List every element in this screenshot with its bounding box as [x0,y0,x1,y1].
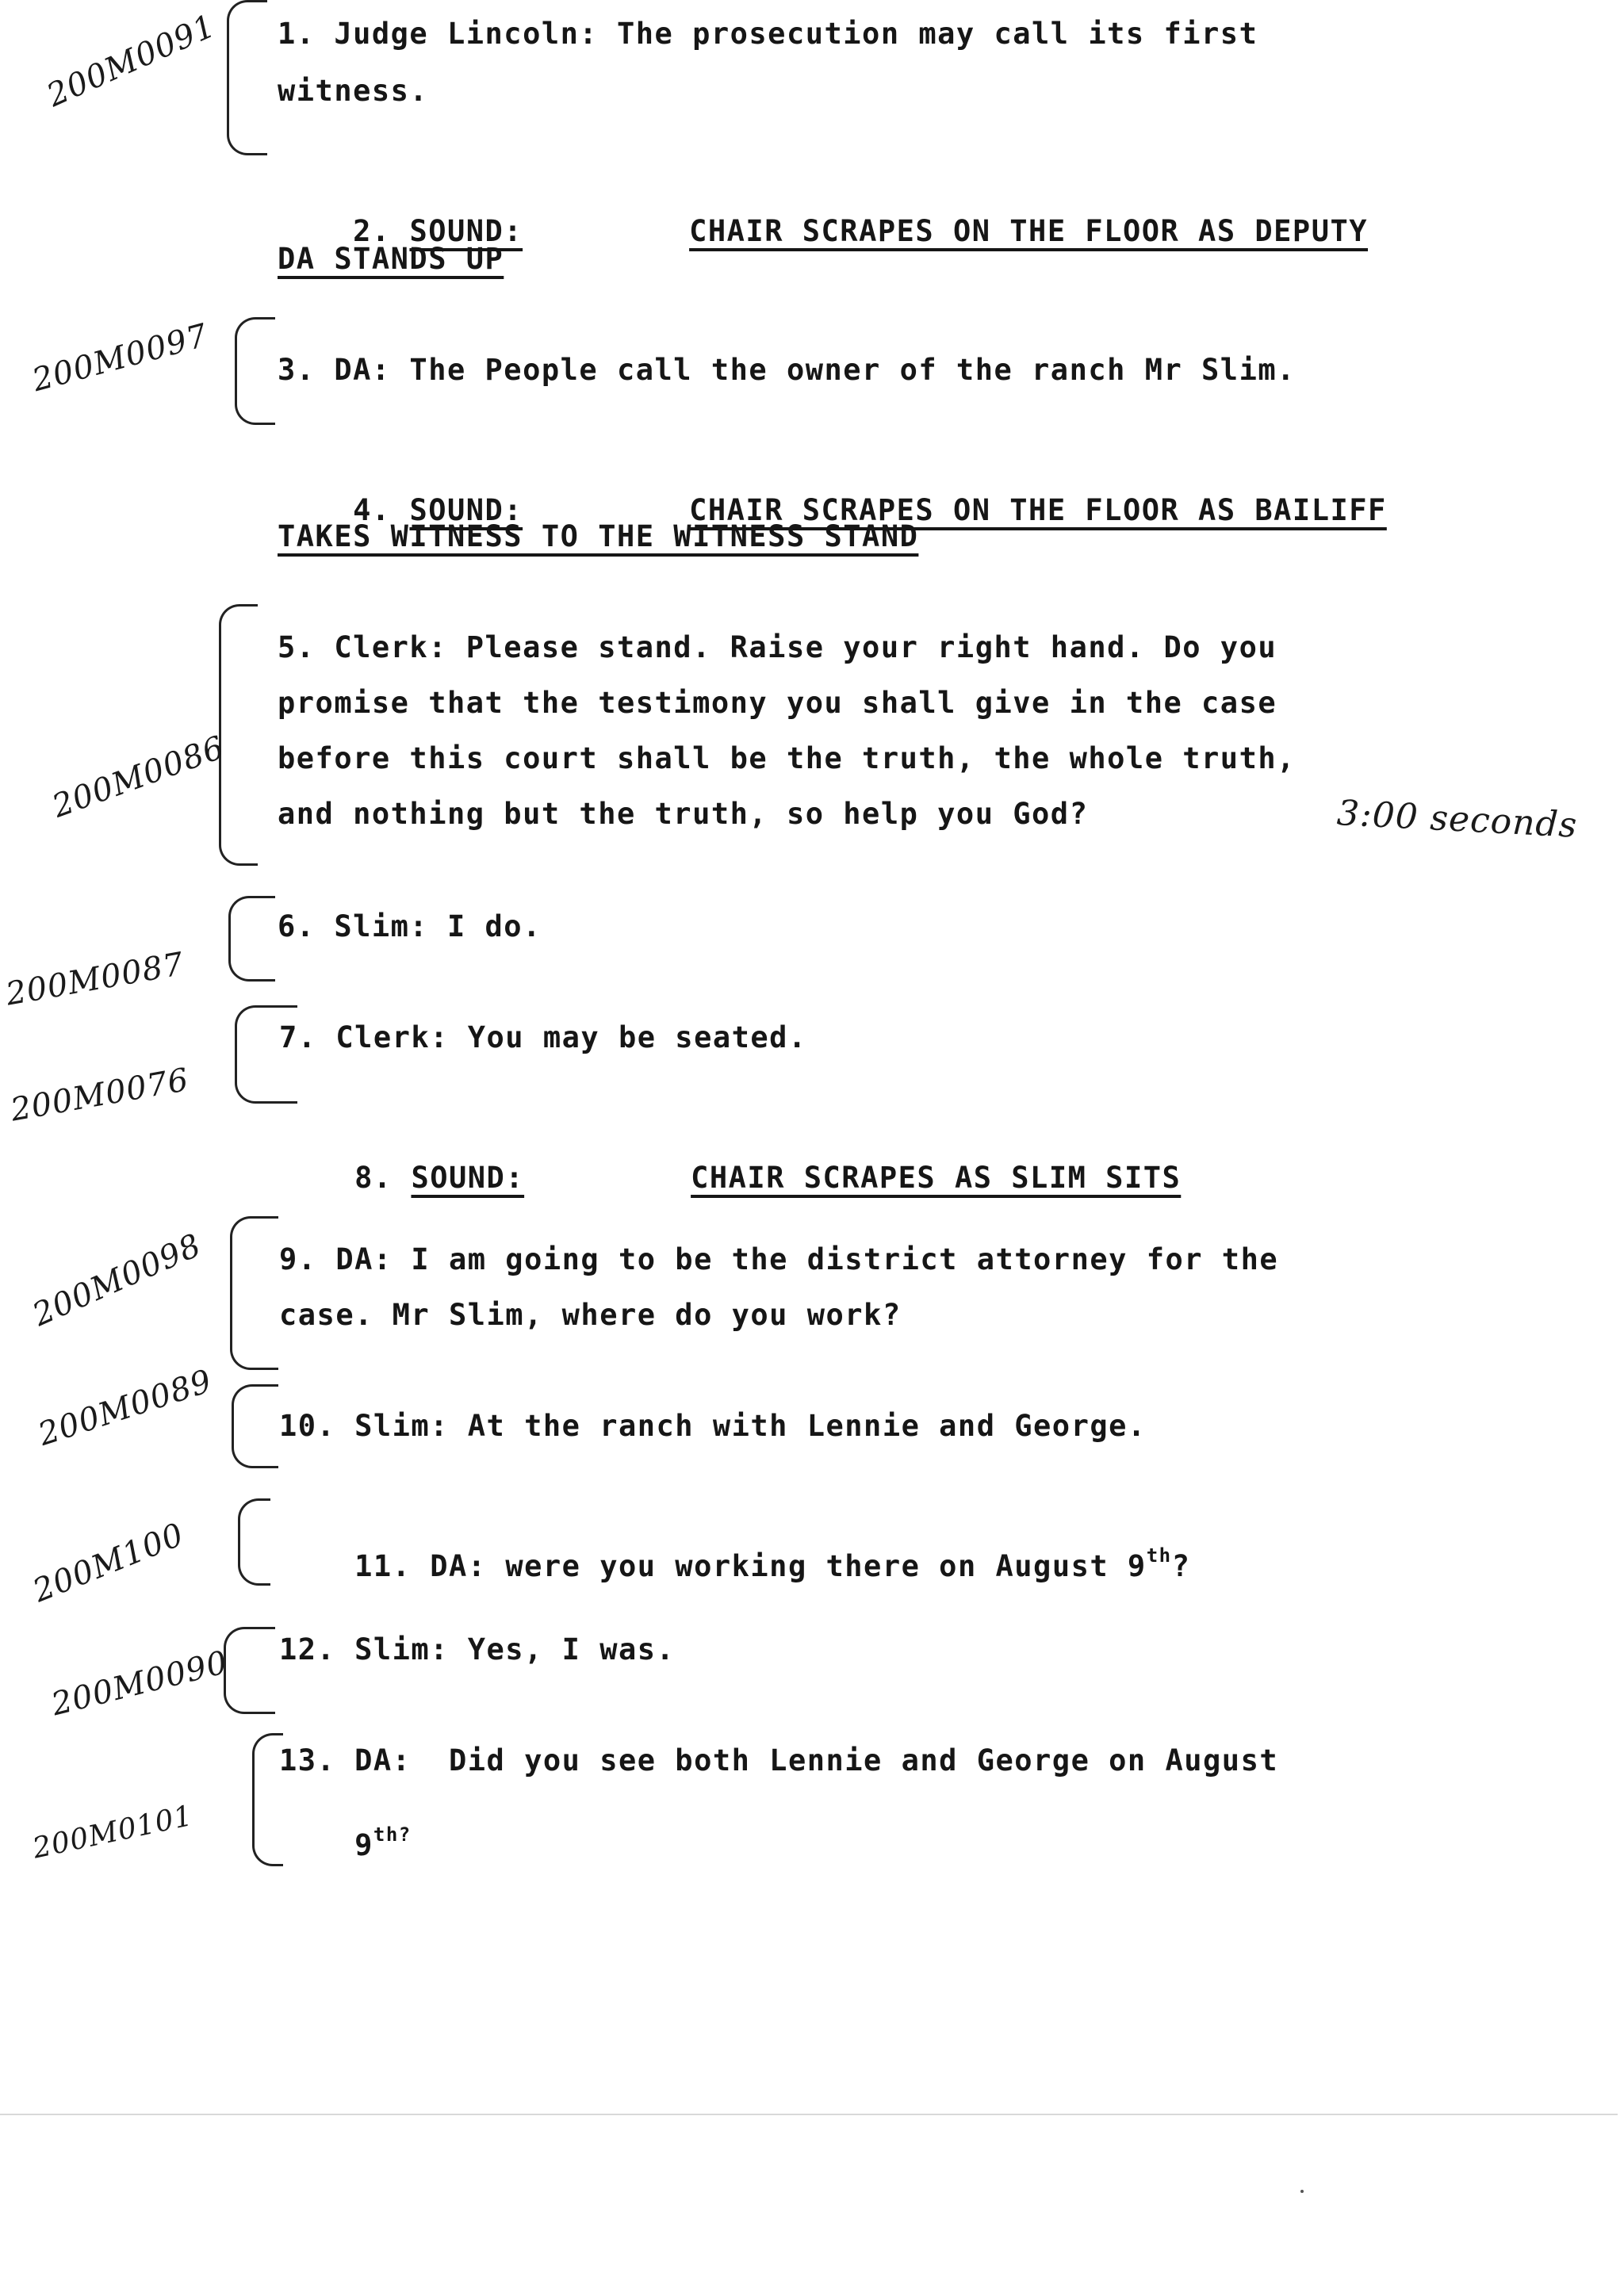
bracket-9 [230,1216,278,1370]
line-5a: 5. Clerk: Please stand. Raise your right hand. Do you [278,630,1277,664]
scan-edge-rule [0,2114,1618,2115]
line-2-number: 2. [353,214,410,248]
bracket-12 [224,1627,275,1714]
line-12: 12. Slim: Yes, I was. [279,1632,676,1667]
bracket-6 [228,896,275,982]
scan-speck [1300,2190,1304,2193]
handwritten-code-12: 200M0090 [48,1644,232,1724]
line-5c: before this court shall be the truth, the whole truth, [278,741,1296,775]
bracket-7 [235,1005,297,1104]
handwritten-code-11: 200M100 [28,1516,190,1610]
bracket-13 [252,1733,283,1866]
line-11-end: ? [1171,1549,1191,1583]
sound-description: CHAIR SCRAPES ON THE FLOOR AS BAILIFF [689,493,1387,527]
bracket-10 [232,1384,278,1468]
sound-label: SOUND: [411,1161,525,1195]
sound-description: CHAIR SCRAPES AS SLIM SITS [691,1161,1182,1195]
sound-label: SOUND: [409,214,523,248]
handwritten-code-7: 200M0076 [8,1061,192,1129]
line-13a: 13. DA: Did you see both Lennie and George on August [279,1743,1279,1777]
line-3: 3. DA: The People call the owner of the ranch Mr Slim. [278,353,1296,387]
line-9a: 9. DA: I am going to be the district attorney for the [279,1242,1279,1276]
line-1a: 1. Judge Lincoln: The prosecution may call its first [278,17,1258,51]
line-6: 6. Slim: I do. [278,909,542,943]
line-11-text: 11. DA: were you working there on August 9 [354,1549,1147,1583]
line-13b-superscript: th? [373,1823,412,1846]
handwritten-code-13: 200M0101 [29,1799,196,1866]
line-13b [279,1801,412,1889]
line-1b: witness. [278,74,429,108]
line-8-number: 8. [354,1161,412,1195]
bracket-11 [238,1498,270,1586]
line-11 [279,1522,1190,1610]
handwritten-code-9: 200M0098 [27,1226,207,1334]
bracket-5 [219,604,258,866]
handwritten-code-6: 200M0087 [3,945,187,1013]
handwritten-code-10: 200M0089 [33,1362,217,1453]
line-4-number: 4. [353,493,410,527]
handwritten-code-3: 200M0097 [29,317,213,400]
handwritten-time-note: 3:00 seconds [1335,793,1579,846]
line-11-superscript: th [1146,1544,1172,1567]
bracket-3 [235,317,275,425]
line-13b-text: 9 [354,1828,373,1862]
line-7: 7. Clerk: You may be seated. [279,1020,807,1054]
line-4b: TAKES WITNESS TO THE WITNESS STAND [278,519,919,553]
sound-description: CHAIR SCRAPES ON THE FLOOR AS DEPUTY [689,214,1369,248]
handwritten-code-1: 200M0091 [41,7,221,115]
line-8 [279,1134,1181,1222]
line-2-sound [409,214,1368,248]
line-9b: case. Mr Slim, where do you work? [279,1298,902,1332]
line-5b: promise that the testimony you shall give in the case [278,686,1277,720]
sound-label: SOUND: [409,493,523,527]
line-5d: and nothing but the truth, so help you God? [278,797,1089,831]
line-10: 10. Slim: At the ranch with Lennie and George. [279,1409,1147,1443]
line-2b: DA STANDS UP [278,242,504,276]
line-8-sound [411,1161,1181,1195]
bracket-1 [227,0,267,155]
handwritten-code-5: 200M0086 [48,729,230,825]
